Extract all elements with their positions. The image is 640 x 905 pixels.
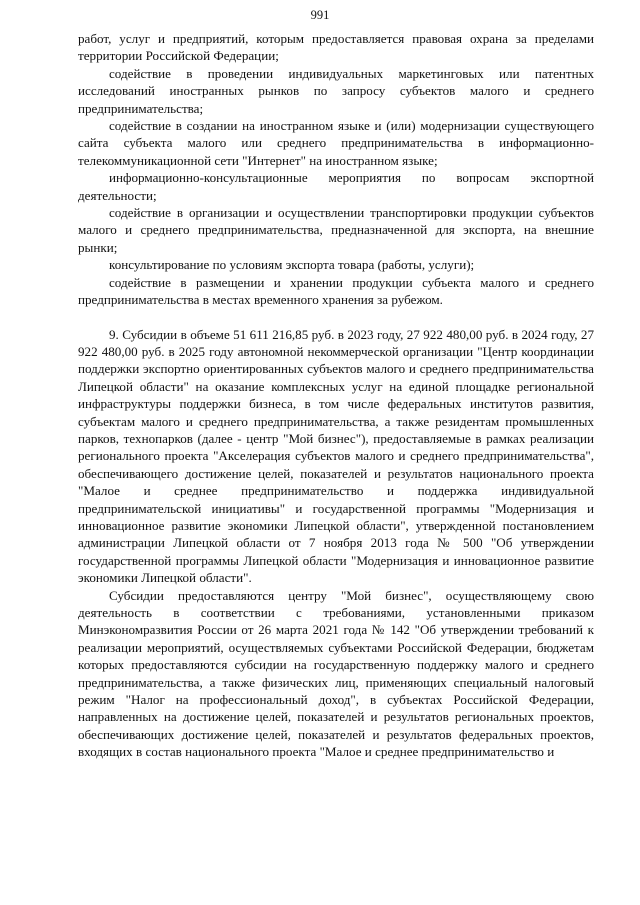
paragraph-storage: содействие в размещении и хранении продукции субъекта малого и среднего предпринимательства в местах временного хранения за рубежом. <box>78 274 594 308</box>
paragraph-subsidy-conditions: Субсидии предоставляются центру "Мой бизнес", осуществляющему свою деятельность в соответствии с требованиями, установленными приказом Минэкономразвития России от 26 марта 2021 года № 142 "Об утверждении требований к реализации мероприятий, осуществляемых субъектами Российской Федерации, бюджетам которых предоставляются субсидии на государственную поддержку малого и среднего предпринимательства, а также физических лиц, применяющих специальный налоговый режим "Налог на профессиональный доход", в субъектах Российской Федерации, направленных на достижение целей, показателей и результатов региональных проектов, обеспечивающих достижение целей, показателей и результатов федеральных проектов, входящих в состав национального проекта "Малое и среднее предпринимательство и <box>78 587 594 760</box>
page-number: 991 <box>310 8 330 22</box>
paragraph-consulting: консультирование по условиям экспорта товара (работы, услуги); <box>109 257 475 273</box>
paragraph-info-events: информационно-консультационные мероприятия по вопросам экспортной деятельности; <box>78 170 594 203</box>
paragraph-continuation: работ, услуг и предприятий, которым предоставляется правовая охрана за пределами территории Российской Федерации; <box>78 31 594 64</box>
document-body <box>78 30 594 761</box>
paragraph-marketing-research: содействие в проведении индивидуальных маркетинговых или патентных исследований иностранных рынков по запросу субъектов малого и среднего предпринимательства; <box>78 65 594 116</box>
paragraph-item-9-subsidies: 9. Субсидии в объеме 51 611 216,85 руб. в 2023 году, 27 922 480,00 руб. в 2024 году, 27 922 480,00 руб. в 2025 году автономной некоммерческой организации "Центр координации поддержки экспортно ориентированных субъектов малого и среднего предпринимательства Липецкой области" на оказание комплексных услуг на единой площадке региональной инфраструктуры поддержки бизнеса, в том числе федеральных институтов развития, субъектам малого и среднего предпринимательства, а также резидентам промышленных парков, технопарков (далее - центр "Мой бизнес"), предоставляемые в рамках реализации регионального проекта "Акселерация субъектов малого и среднего предпринимательства", обеспечивающего достижение целей, показателей и результатов национального проекта "Малое и среднее предпринимательство и поддержка индивидуальной предпринимательской инициативы" и государственной программы "Модернизация и инновационное развитие экономики Липецкой области", утвержденной постановлением администрации Липецкой области от 7 ноября 2013 года № 500 "Об утверждении государственной программы Липецкой области "Модернизация и инновационное развитие экономики Липецкой области". <box>78 326 594 586</box>
paragraph-transportation: содействие в организации и осуществлении транспортировки продукции субъектов малого и среднего предпринимательства, предназначенной для экспорта, на внешние рынки; <box>78 205 594 255</box>
paragraph-foreign-website: содействие в создании на иностранном языке и (или) модернизации существующего сайта субъекта малого или среднего предпринимательства в информационно-телекоммуникационной сети "Интернет" на иностранном языке; <box>78 118 594 168</box>
